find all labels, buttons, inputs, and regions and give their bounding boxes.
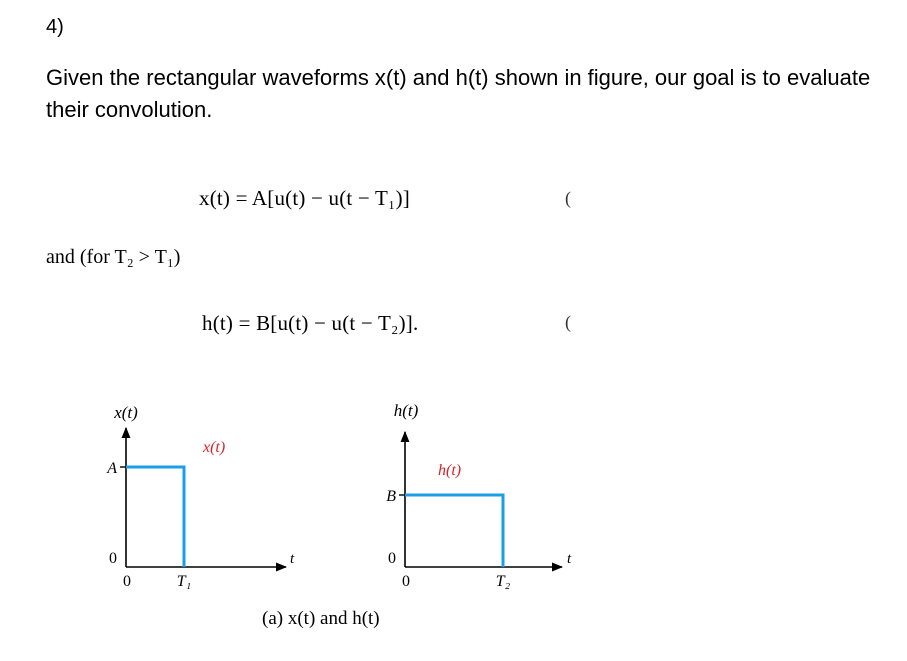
equation-number-1: ( [565, 188, 571, 208]
h-equation: h(t) = B[u(t) − u(t − T₂)]. [202, 311, 419, 335]
x-width-label: T₁ [176, 573, 192, 590]
x-plot [106, 403, 295, 590]
h-plot-ylabel: h(t) [393, 401, 419, 420]
h-y-origin-label: 0 [388, 550, 396, 567]
x-y-origin-label: 0 [109, 550, 117, 567]
h-pulse [405, 495, 503, 567]
h-amplitude-label: B [386, 488, 396, 505]
problem-statement: Given the rectangular waveforms x(t) and h(t) shown in figure, our goal is to evaluate their convolution. [46, 65, 871, 122]
x-equation: x(t) = A[u(t) − u(t − T₁)] [199, 186, 410, 210]
x-plot-ylabel: x(t) [114, 403, 138, 422]
condition-text: and (for T₂ > T₁) [46, 246, 181, 268]
x-curve-label: x(t) [203, 439, 226, 456]
x-x-origin-label: 0 [123, 573, 131, 590]
figure-caption: (a) x(t) and h(t) [262, 608, 380, 629]
question-number: 4) [46, 16, 64, 38]
h-width-label: T₂ [495, 573, 511, 590]
x-pulse [126, 467, 184, 567]
x-amplitude-label: A [107, 460, 117, 477]
equation-number-2: ( [565, 312, 571, 332]
x-axis-label: t [290, 551, 295, 567]
h-axis-label: t [567, 551, 572, 567]
h-x-origin-label: 0 [402, 573, 410, 590]
h-curve-label: h(t) [438, 462, 462, 479]
h-plot [386, 401, 572, 590]
